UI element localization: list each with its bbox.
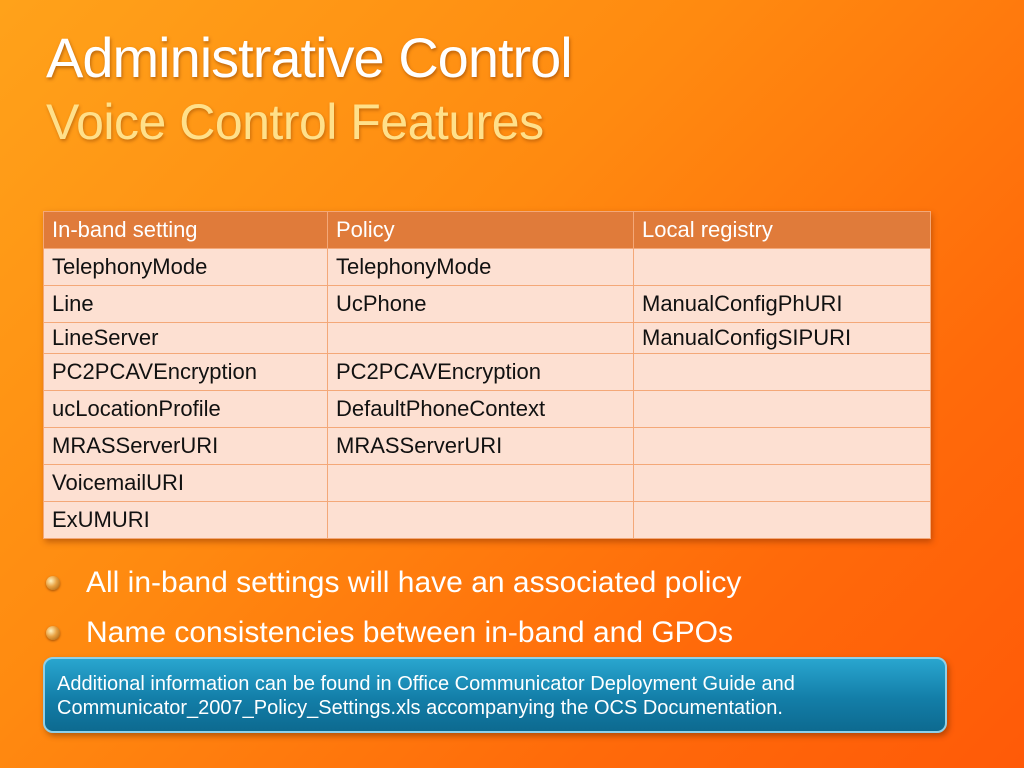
table-row <box>44 502 931 539</box>
settings-table-container <box>43 211 930 539</box>
header-local-registry: Local registry <box>634 212 931 249</box>
table-cell: PC2PCAVEncryption <box>328 354 634 391</box>
slide-title: Administrative Control <box>46 26 572 89</box>
table-cell <box>634 428 931 465</box>
table-cell: VoicemailURI <box>44 465 328 502</box>
table-row <box>44 465 931 502</box>
table-cell: PC2PCAVEncryption <box>44 354 328 391</box>
table-row <box>44 249 931 286</box>
table-cell: MRASServerURI <box>44 428 328 465</box>
table-cell: ManualConfigPhURI <box>634 286 931 323</box>
table-cell <box>634 502 931 539</box>
bullet-text: All in-band settings will have an associated policy <box>86 566 742 599</box>
bullet-item <box>46 608 741 658</box>
table-cell <box>634 249 931 286</box>
table-cell <box>634 391 931 428</box>
slide-subtitle: Voice Control Features <box>46 94 544 150</box>
table-header-row <box>44 212 931 249</box>
header-policy: Policy <box>328 212 634 249</box>
table-row <box>44 323 931 354</box>
table-cell <box>634 354 931 391</box>
info-callout: Additional information can be found in Office Communicator Deployment Guide and Communicator_2007_Policy_Settings.xls accompanying the OCS Documentation. <box>43 657 947 733</box>
bullet-dot-icon <box>46 576 60 590</box>
bullet-dot-icon <box>46 626 60 640</box>
bullet-text: Name consistencies between in-band and GPOs <box>86 616 734 649</box>
table-cell <box>328 502 634 539</box>
table-row <box>44 391 931 428</box>
table-cell: ManualConfigSIPURI <box>634 323 931 354</box>
table-cell: ucLocationProfile <box>44 391 328 428</box>
bullet-item <box>46 558 741 608</box>
table-cell: UcPhone <box>328 286 634 323</box>
table-cell: MRASServerURI <box>328 428 634 465</box>
table-cell: TelephonyMode <box>44 249 328 286</box>
table-cell <box>328 323 634 354</box>
table-row <box>44 286 931 323</box>
table-cell: TelephonyMode <box>328 249 634 286</box>
settings-table <box>43 211 931 539</box>
table-cell: ExUMURI <box>44 502 328 539</box>
table-row <box>44 354 931 391</box>
bullet-list <box>46 558 741 658</box>
table-cell <box>634 465 931 502</box>
header-in-band-setting: In-band setting <box>44 212 328 249</box>
table-row <box>44 428 931 465</box>
table-cell: DefaultPhoneContext <box>328 391 634 428</box>
table-cell: LineServer <box>44 323 328 354</box>
table-cell <box>328 465 634 502</box>
table-cell: Line <box>44 286 328 323</box>
